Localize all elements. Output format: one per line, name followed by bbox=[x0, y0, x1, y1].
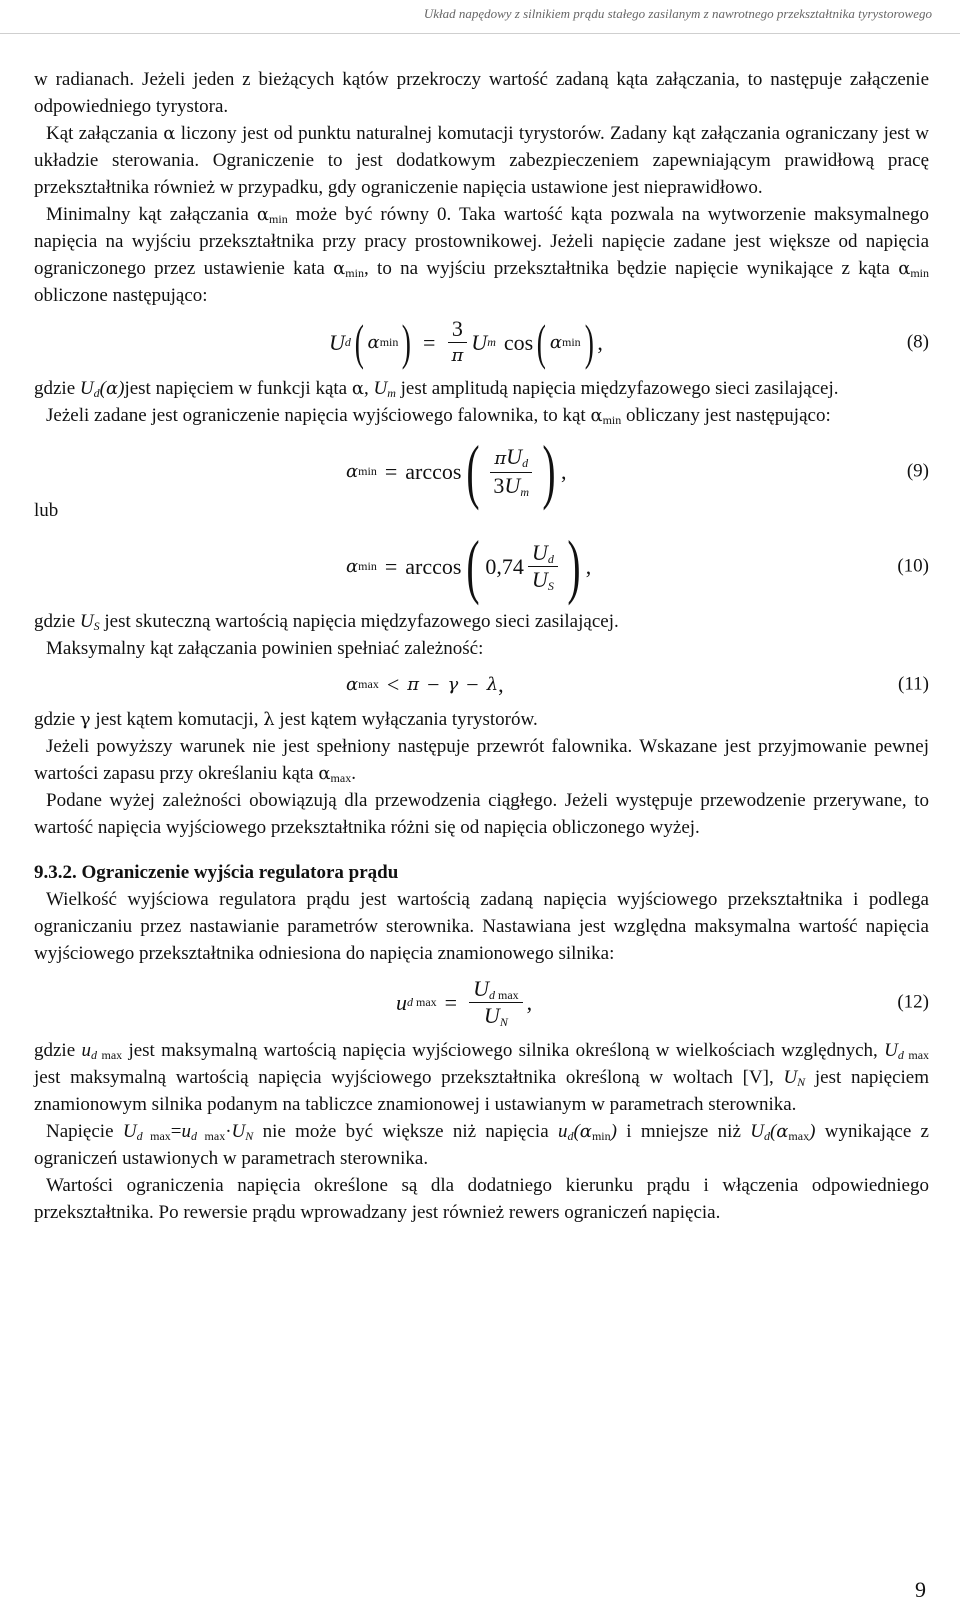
running-header: Układ napędowy z silnikiem prądu stałego zasilanym z nawrotnego przekształtnika tyrystorowego bbox=[0, 0, 960, 34]
paragraph-5: Jeżeli zadane jest ograniczenie napięcia wyjściowego falownika, to kąt $\alpha_{min}$ obliczany jest następująco: bbox=[46, 405, 831, 427]
paragraph-11: Wielkość wyjściowa regulatora prądu jest wartością zadaną napięcia wyjściowego przekształtnika i podlega ograniczaniu przez nastawianie parametrów sterownika. Nastawiana jest względna maksymalna wartość napięcia wyjściowego przekształtnika odniesiona do napięcia znamionowego silnika: bbox=[34, 889, 929, 964]
equation-10: α min = arccos ( 0,74 $\frac{U_d}{U_S}$ ) , (10) bbox=[346, 526, 929, 606]
paragraph-6: gdzie $U_S$ jest skuteczną wartością napięcia międzyfazowego sieci zasilającej. bbox=[34, 611, 619, 633]
equation-8: U d ( α min ) = $\frac{3}{\pi}$ U m cos ( α min ) , (8) bbox=[329, 314, 929, 370]
paragraph-7: Maksymalny kąt załączania powinien spełniać zależność: bbox=[46, 638, 484, 659]
equation-number: (8) bbox=[906, 331, 929, 353]
paragraph-3: Minimalny kąt załączania $\alpha_{min}$ może być równy 0. Taka wartość kąta pozwala na wytworzenie maksymalnego napięcia na wyjściu przekształtnika przy pracy prostownikowej. Jeżeli napięcie zadane jest większe od napięcia ograniczonego przez ustawienie kata $\alpha_{min}$, to na wyjściu przekształtnika będzie napięcie wynikające z kąta $\alpha_{min}$ obliczone następująco: bbox=[34, 204, 930, 306]
equation-11: α max < π − γ − λ , (11) bbox=[346, 671, 929, 697]
paragraph-14: Wartości ograniczenia napięcia określone są dla dodatniego kierunku prądu i włączenia odpowiedniego przekształtnika. Po rewersie prądu wprowadzany jest również rewers ograniczeń napięcia. bbox=[34, 1175, 929, 1223]
page-number: 9 bbox=[915, 1577, 926, 1602]
paragraph-2: Kąt załączania α liczony jest od punktu naturalnej komutacji tyrystorów. Zadany kąt załączania ograniczany jest w układzie sterowania. Ograniczenie to jest dodatkowym zabezpieczeniem zapewniającym prawidłową pracę przekształtnika również w przypadku, gdy ograniczenie napięcia ustawione jest nieprawidłowo. bbox=[34, 123, 930, 198]
equation-12: u d max = $\frac{U_{d max}}{U_N}$ , (12) bbox=[396, 975, 929, 1029]
paragraph-4: gdzie $U_d(\alpha)jest$ napięciem w funkcji kąta α, $U_m$ jest amplitudą napięcia międzyfazowego sieci zasilającej. bbox=[34, 378, 839, 400]
paragraph-1: w radianach. Jeżeli jeden z bieżących kątów przekroczy wartość zadaną kąta załączania, to następuje załączenie odpowiedniego tyrystora. bbox=[34, 69, 929, 117]
paragraph-9: Jeżeli powyższy warunek nie jest spełniony następuje przewrót falownika. Wskazane jest przyjmowanie pewnej wartości zapasu przy określaniu kąta $\alpha_{max}$. bbox=[34, 736, 929, 785]
paragraph-8: gdzie γ jest kątem komutacji, λ jest kątem wyłączania tyrystorów. bbox=[34, 709, 538, 730]
equation-9: α min = arccos ( $\frac{\pi U_d}{3U_m}$ ) , (9) bbox=[346, 431, 929, 511]
paragraph-10: Podane wyżej zależności obowiązują dla przewodzenia ciągłego. Jeżeli występuje przewodzenie przerywane, to wartość napięcia wyjściowego przekształtnika różni się od napięcia obliczonego wyżej. bbox=[34, 790, 929, 838]
section-heading: 9.3.2. Ograniczenie wyjścia regulatora prądu bbox=[34, 862, 399, 883]
page-body bbox=[34, 66, 929, 1226]
paragraph-13: Napięcie $U_{d max}=u_{d max}\cdot U_N$ nie może być większe niż napięcia $u_d(\alpha_{min})$ i mniejsze niż $U_d(\alpha_{max})$ wynikające z ograniczeń ustawionych w parametrach sterownika. bbox=[34, 1121, 929, 1169]
paragraph-12: gdzie $u_{d max}$ jest maksymalną wartością napięcia wyjściowego silnika określoną w wielkościach względnych, $U_{d max}$ jest maksymalną wartością napięcia wyjściowego przekształtnika określoną w woltach [V], $U_N$ jest napięciem znamionowym silnika podanym na tabliczce znamionowej i ustawianym w parametrach sterownika. bbox=[34, 1040, 930, 1115]
lub-label: lub bbox=[34, 500, 59, 521]
